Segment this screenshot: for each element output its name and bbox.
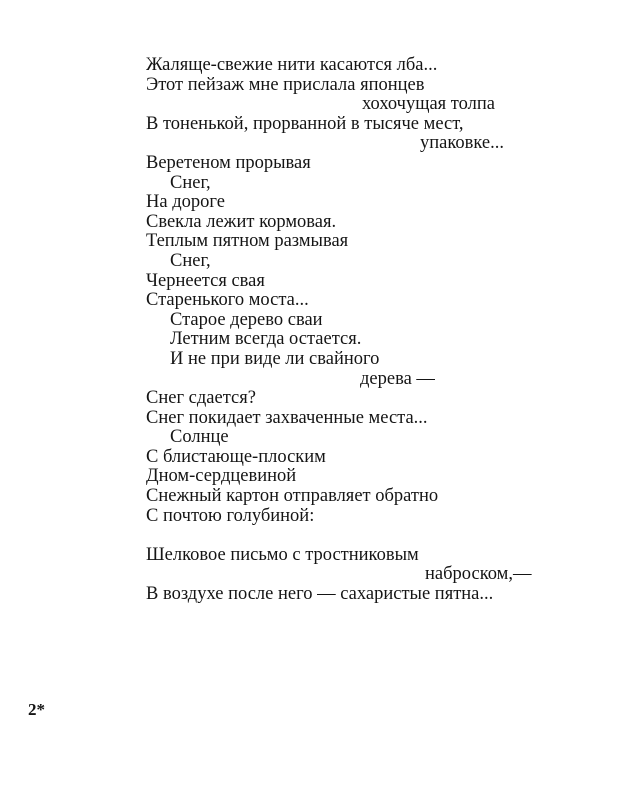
poem-line (146, 193, 546, 213)
poem-line-text: Старое дерево сваи (170, 309, 323, 330)
poem-line-text: Дном-сердцевиной (146, 466, 297, 487)
poem-line-text: хохочущая толпа (362, 94, 495, 115)
poem-line-text: дерева — (360, 368, 435, 389)
poem-line (146, 467, 546, 487)
poem-line (146, 311, 546, 331)
poem-line-text: И не при виде ли свайного (170, 348, 380, 369)
poem-text (146, 56, 546, 605)
poem-line-text: Снег, (170, 172, 211, 193)
poem-line-text: Снежный картон отправляет обратно (146, 486, 439, 507)
poem-line-text: Этот пейзаж мне прислала японцев (146, 74, 425, 95)
poem-line (146, 115, 546, 135)
poem-line (146, 428, 546, 448)
poem-line (146, 95, 546, 115)
poem-line (146, 487, 546, 507)
poem-line-text: Теплым пятном размывая (146, 231, 349, 252)
poem-line (146, 213, 546, 233)
poem-line (146, 370, 546, 390)
poem-line (146, 272, 546, 292)
poem-line (146, 76, 546, 96)
poem-line (146, 389, 546, 409)
poem-line (146, 565, 546, 585)
poem-line-text: В тоненькой, прорванной в тысяче мест, (146, 113, 464, 134)
page-number: 2* (28, 700, 45, 719)
poem-line (146, 232, 546, 252)
poem-line (146, 154, 546, 174)
poem-line (146, 585, 546, 605)
poem-line (146, 174, 546, 194)
poem-line (146, 330, 546, 350)
poem-line-text: Снег покидает захваченные места... (146, 407, 428, 428)
poem-line (146, 291, 546, 311)
poem-line-text: В воздухе после него — сахаристые пятна... (146, 584, 494, 605)
stanza-break (146, 526, 546, 546)
poem-line (146, 252, 546, 272)
poem-line-text: С почтою голубиной: (146, 505, 315, 526)
poem-line-text: Летним всегда остается. (170, 329, 362, 350)
poem-line (146, 546, 546, 566)
poem-line-text: Снег, (170, 250, 211, 271)
poem-line-text: наброском,— (425, 564, 532, 585)
poem-line-text: Жаляще-свежие нити касаются лба... (146, 55, 438, 75)
poem-line-text: Старенького моста... (146, 290, 309, 311)
poem-line (146, 448, 546, 468)
poem-line-text: С блистающе-плоским (146, 446, 326, 467)
poem-line-text: Шелковое письмо с тростниковым (146, 544, 419, 565)
poem-line-text: Веретеном прорывая (146, 152, 311, 173)
poem-line (146, 507, 546, 527)
poem-line-text: Солнце (170, 427, 229, 448)
poem-line-text: Снег сдается? (146, 388, 256, 409)
poem-line-text: Чернеется свая (146, 270, 265, 291)
poem-line-text: На дороге (146, 192, 225, 213)
poem-line-text: Свекла лежит кормовая. (146, 211, 337, 232)
poem-line-text: упаковке... (420, 133, 505, 154)
poem-line (146, 409, 546, 429)
poem-line (146, 56, 546, 76)
poem-line (146, 350, 546, 370)
poem-line (146, 134, 546, 154)
